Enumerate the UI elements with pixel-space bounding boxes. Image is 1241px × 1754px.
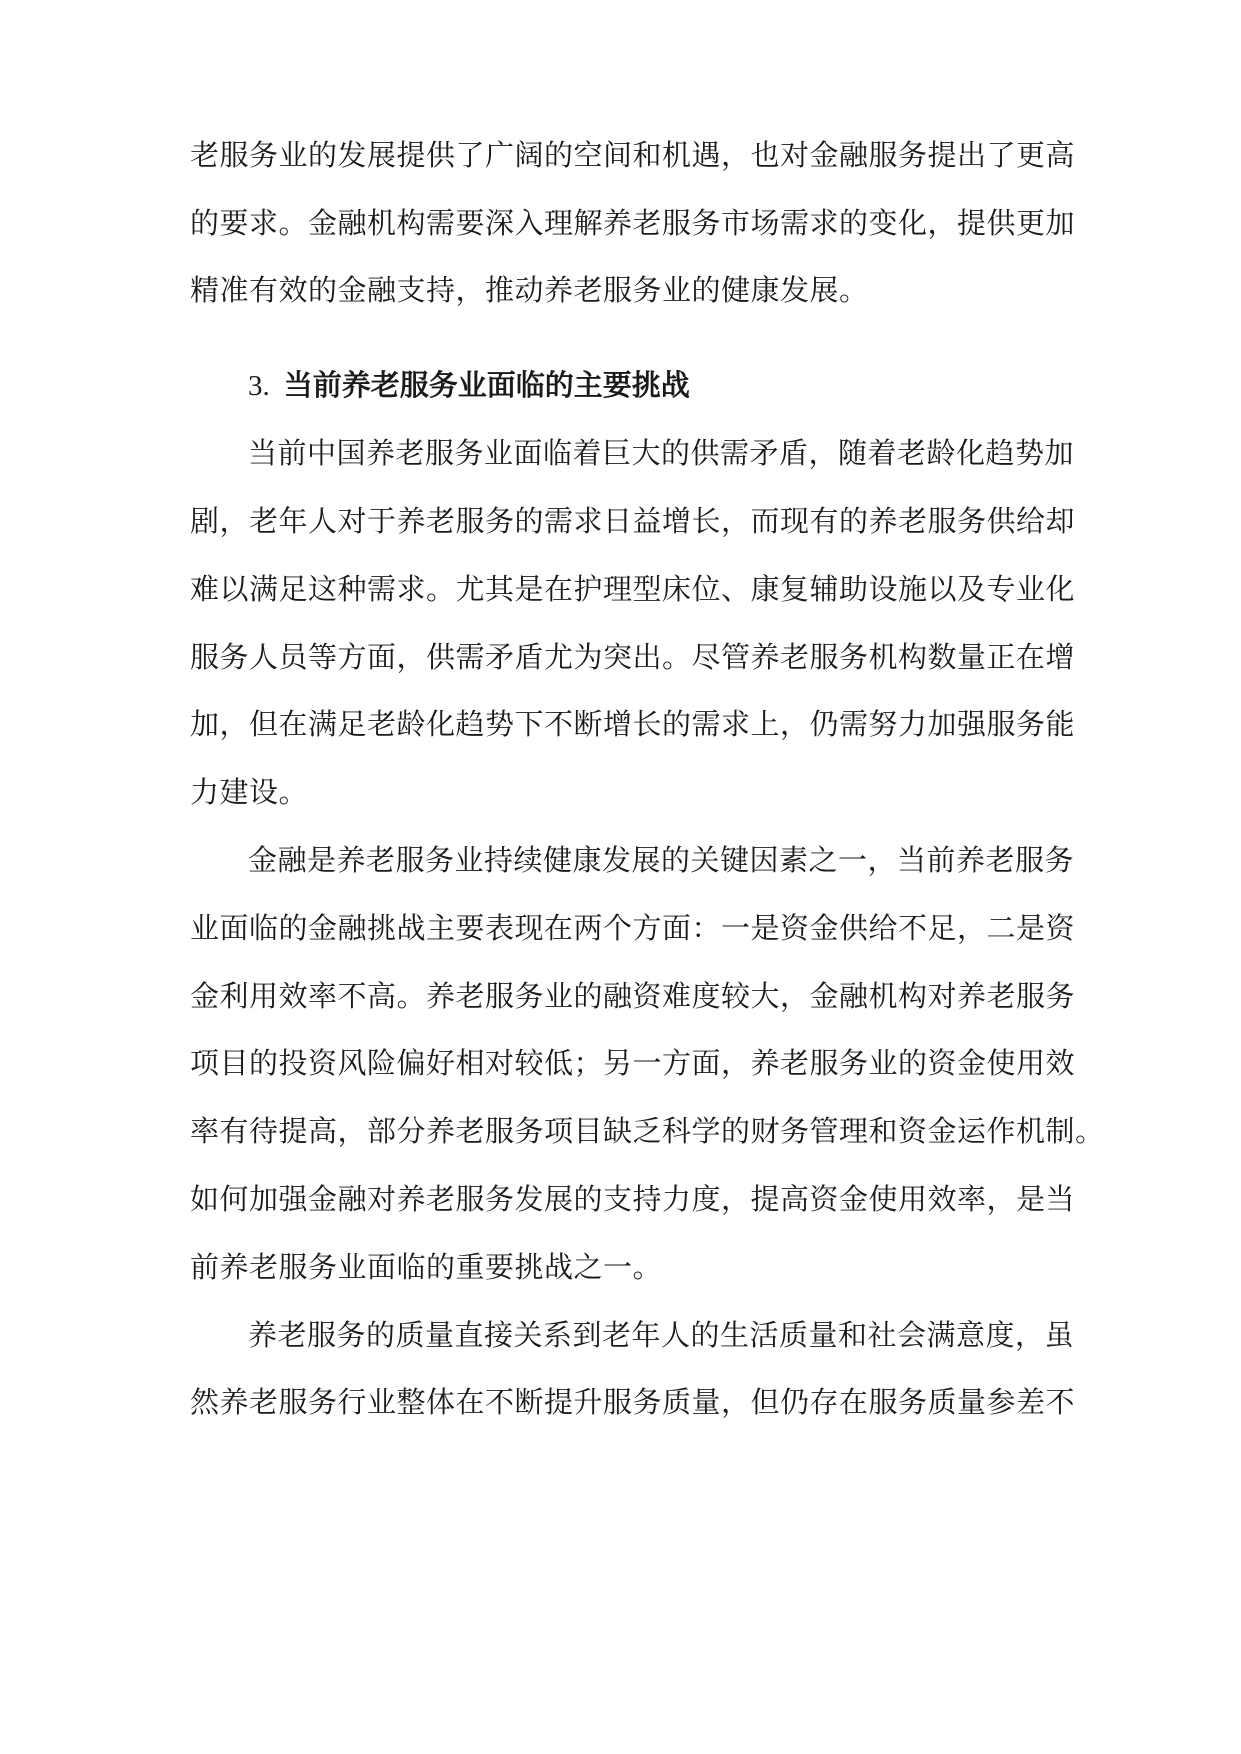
paragraph1-line-2: 剧，老年人对于养老服务的需求日益增长，而现有的养老服务供给却	[190, 504, 1076, 538]
paragraph2-line-4: 项目的投资风险偏好相对较低；另一方面，养老服务业的资金使用效	[190, 1046, 1076, 1080]
paragraph2-line-5: 率有待提高，部分养老服务项目缺乏科学的财务管理和资金运作机制。	[190, 1114, 1105, 1148]
paragraph2-line-6: 如何加强金融对养老服务发展的支持力度，提高资金使用效率，是当	[190, 1182, 1076, 1216]
section-number: 3.	[248, 370, 270, 402]
section-heading	[248, 365, 690, 405]
intro-line-3: 精准有效的金融支持，推动养老服务业的健康发展。	[190, 273, 869, 307]
paragraph1-line-3: 难以满足这种需求。尤其是在护理型床位、康复辅助设施以及专业化	[190, 572, 1076, 606]
paragraph1-line-1: 当前中国养老服务业面临着巨大的供需矛盾，随着老龄化趋势加	[248, 436, 1075, 470]
paragraph1-line-4: 服务人员等方面，供需矛盾尤为突出。尽管养老服务机构数量正在增	[190, 640, 1076, 674]
paragraph2-line-1: 金融是养老服务业持续健康发展的关键因素之一，当前养老服务	[248, 843, 1075, 877]
intro-line-2: 的要求。金融机构需要深入理解养老服务市场需求的变化，提供更加	[190, 206, 1076, 240]
paragraph3-line-1: 养老服务的质量直接关系到老年人的生活质量和社会满意度，虽	[248, 1318, 1075, 1352]
paragraph1-line-6: 力建设。	[190, 775, 309, 809]
paragraph2-line-2: 业面临的金融挑战主要表现在两个方面：一是资金供给不足，二是资	[190, 911, 1076, 945]
paragraph2-line-3: 金利用效率不高。养老服务业的融资难度较大，金融机构对养老服务	[190, 979, 1076, 1013]
intro-line-1: 老服务业的发展提供了广阔的空间和机遇，也对金融服务提出了更高	[190, 138, 1076, 172]
paragraph2-line-7: 前养老服务业面临的重要挑战之一。	[190, 1250, 663, 1284]
paragraph3-line-2: 然养老服务行业整体在不断提升服务质量，但仍存在服务质量参差不	[190, 1385, 1076, 1419]
section-title: 当前养老服务业面临的主要挑战	[283, 368, 690, 402]
paragraph1-line-5: 加，但在满足老龄化趋势下不断增长的需求上，仍需努力加强服务能	[190, 707, 1076, 741]
